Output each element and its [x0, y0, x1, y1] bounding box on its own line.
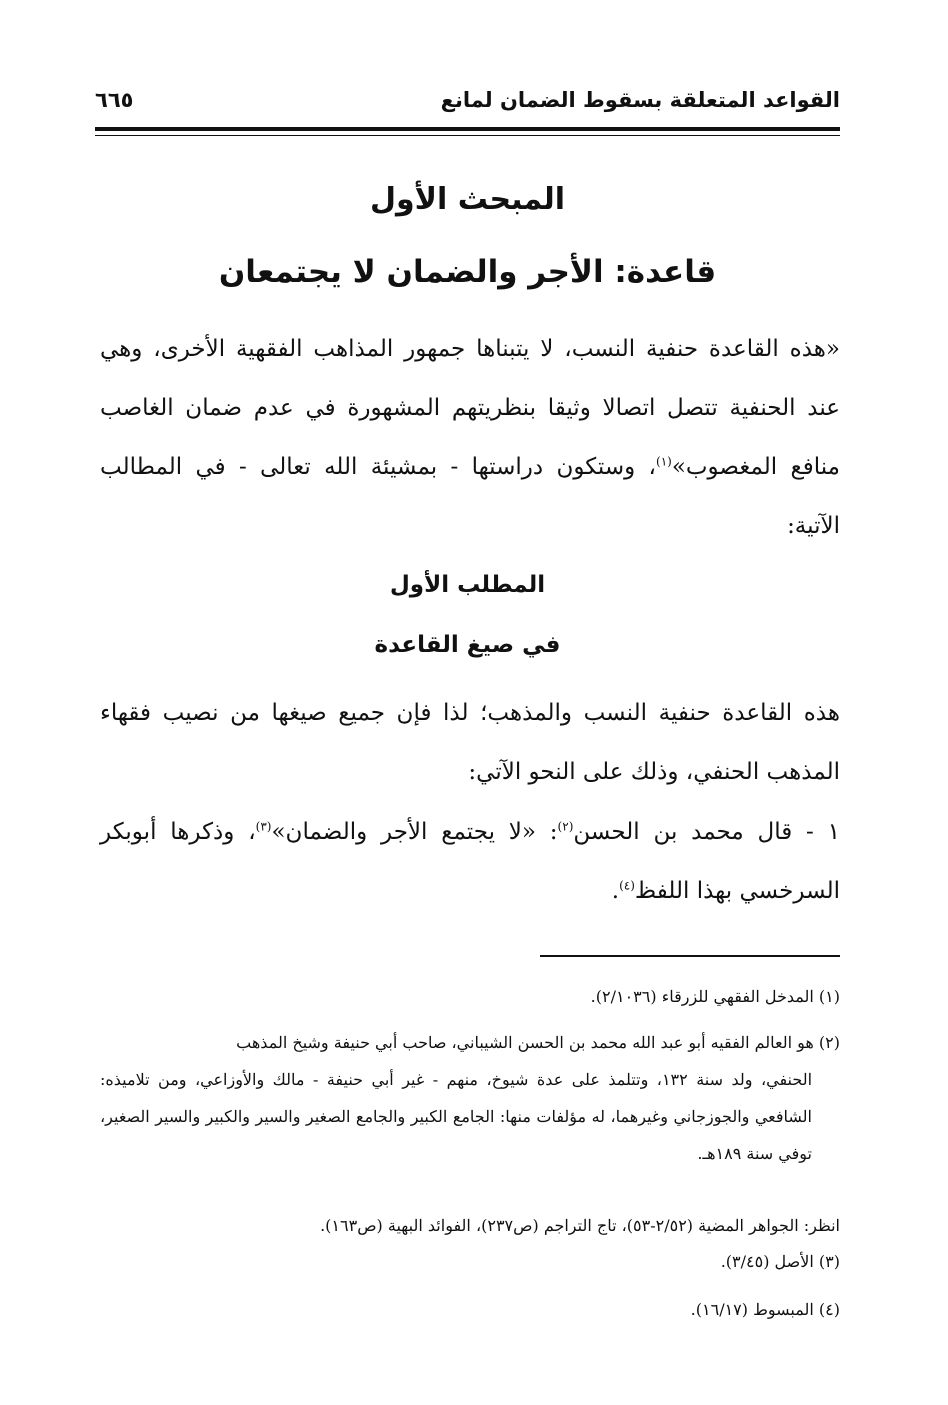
rule-heading: قاعدة: الأجر والضمان لا يجتمعان	[218, 254, 717, 290]
subsection-heading: المطلب الأول	[389, 572, 546, 598]
footnote-2-first-line: (٢) هو العالم الفقيه أبو عبد الله محمد بن الحسن الشيباني، صاحب أبي حنيفة وشيخ المذهب	[236, 1033, 840, 1052]
footnote-2-continuation: الحنفي، ولد سنة ١٣٢، وتتلمذ على عدة شيوخ، منهم - غير أبي حنيفة - مالك والأوزاعي، ومن تلاميذه: الشافعي والجوزجاني وغيرهما، له مؤلفات منها: الجامع الكبير والجامع الصغير والسير والكبير والسير الصغير، توفي سنة ١٨٩هـ.	[100, 1070, 813, 1163]
item1-text-d: .	[611, 878, 620, 904]
section-heading: المبحث الأول	[369, 182, 566, 217]
footnote-ref-2: (٢)	[557, 819, 574, 834]
page-number: ٦٦٥	[95, 88, 134, 112]
intro-paragraph	[100, 320, 840, 556]
footnote-4: (٤) المبسوط (١٦/١٧).	[690, 1300, 840, 1319]
item1-text-b: : «لا يجتمع الأجر والضمان»	[271, 819, 558, 845]
page-header	[95, 88, 840, 124]
footnote-2-sources: انظر: الجواهر المضية (٢/٥٢-٥٣)، تاج التراجم (ص٢٣٧)، الفوائد البهية (ص١٦٣).	[320, 1216, 840, 1235]
footnote-ref-4: (٤)	[619, 878, 635, 893]
footnote-3: (٣) الأصل (٣/٤٥).	[720, 1252, 840, 1271]
formulation-item-1	[100, 803, 840, 921]
header-rule-thick	[95, 127, 840, 131]
subsection-title: في صيغ القاعدة	[374, 632, 561, 658]
footnote-1: (١) المدخل الفقهي للزرقاء (٢/١٠٣٦).	[590, 987, 840, 1006]
item1-text-c: ، وذكرها أبوبكر السرخسي بهذا اللفظ	[100, 819, 840, 904]
footnote-ref-1: (١)	[656, 454, 672, 469]
item1-text-a: ١ - قال محمد بن الحسن	[573, 819, 841, 845]
formulations-paragraph: هذه القاعدة حنفية النسب والمذهب؛ لذا فإن جميع صيغها من نصيب فقهاء المذهب الحنفي، وذلك على النحو الآتي:	[100, 700, 840, 785]
header-rule-thin	[95, 135, 840, 136]
running-title: القواعد المتعلقة بسقوط الضمان لمانع	[440, 88, 840, 112]
footnote-ref-3: (٣)	[255, 819, 272, 834]
footnote-2	[100, 1024, 840, 1172]
footnote-separator	[540, 955, 840, 957]
intro-text-quote: «هذه القاعدة حنفية النسب، لا يتبناها جمهور المذاهب الفقهية الأخرى، وهي عند الحنفية تتصل اتصالا وثيقا بنظريتهم المشهورة في عدم ضمان الغاصب منافع المغصوب»	[100, 336, 840, 480]
intro-text-rest: ، وستكون دراستها - بمشيئة الله تعالى - في المطالب الآتية:	[100, 454, 840, 539]
